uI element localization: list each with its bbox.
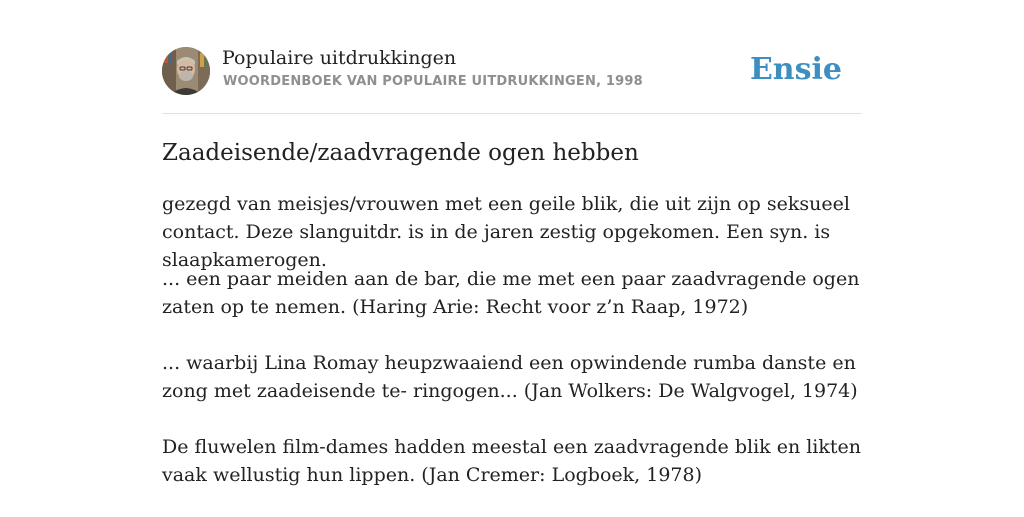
quote-item: ... een paar meiden aan de bar, die me met een paar zaadvragende ogen zaten op te nemen. (Haring Arie: Recht voor z’n Raap, 1972) [162,268,860,318]
entry-title: Zaadeisende/zaadvragende ogen hebben [162,140,639,166]
source-subtitle: WOORDENBOEK VAN POPULAIRE UITDRUKKINGEN, 1998 [223,74,643,89]
portrait-icon [162,47,210,95]
source-title[interactable]: Populaire uitdrukkingen [222,47,457,69]
entry-definition: gezegd van meisjes/vrouwen met een geile blik, die uit zijn op seksueel contact. Deze slanguitdr. is in de jaren zestig opgekomen. Een syn. is slaapkamerogen. [162,193,850,271]
author-avatar[interactable] [162,47,210,95]
quote-item: De fluwelen film-dames hadden meestal een zaadvragende blik en likten vaak wellustig hun lippen. (Jan Cremer: Logboek, 1978) [162,436,862,486]
ensie-logo-link[interactable]: Ensie [749,52,842,87]
header-divider [162,113,862,114]
source-header [162,46,862,96]
entry-quotes [162,265,862,517]
quote-item: ... waarbij Lina Romay heupzwaaiend een opwindende rumba danste en zong met zaadeisende te- ringogen... (Jan Wolkers: De Walgvogel, 1974) [162,352,858,402]
